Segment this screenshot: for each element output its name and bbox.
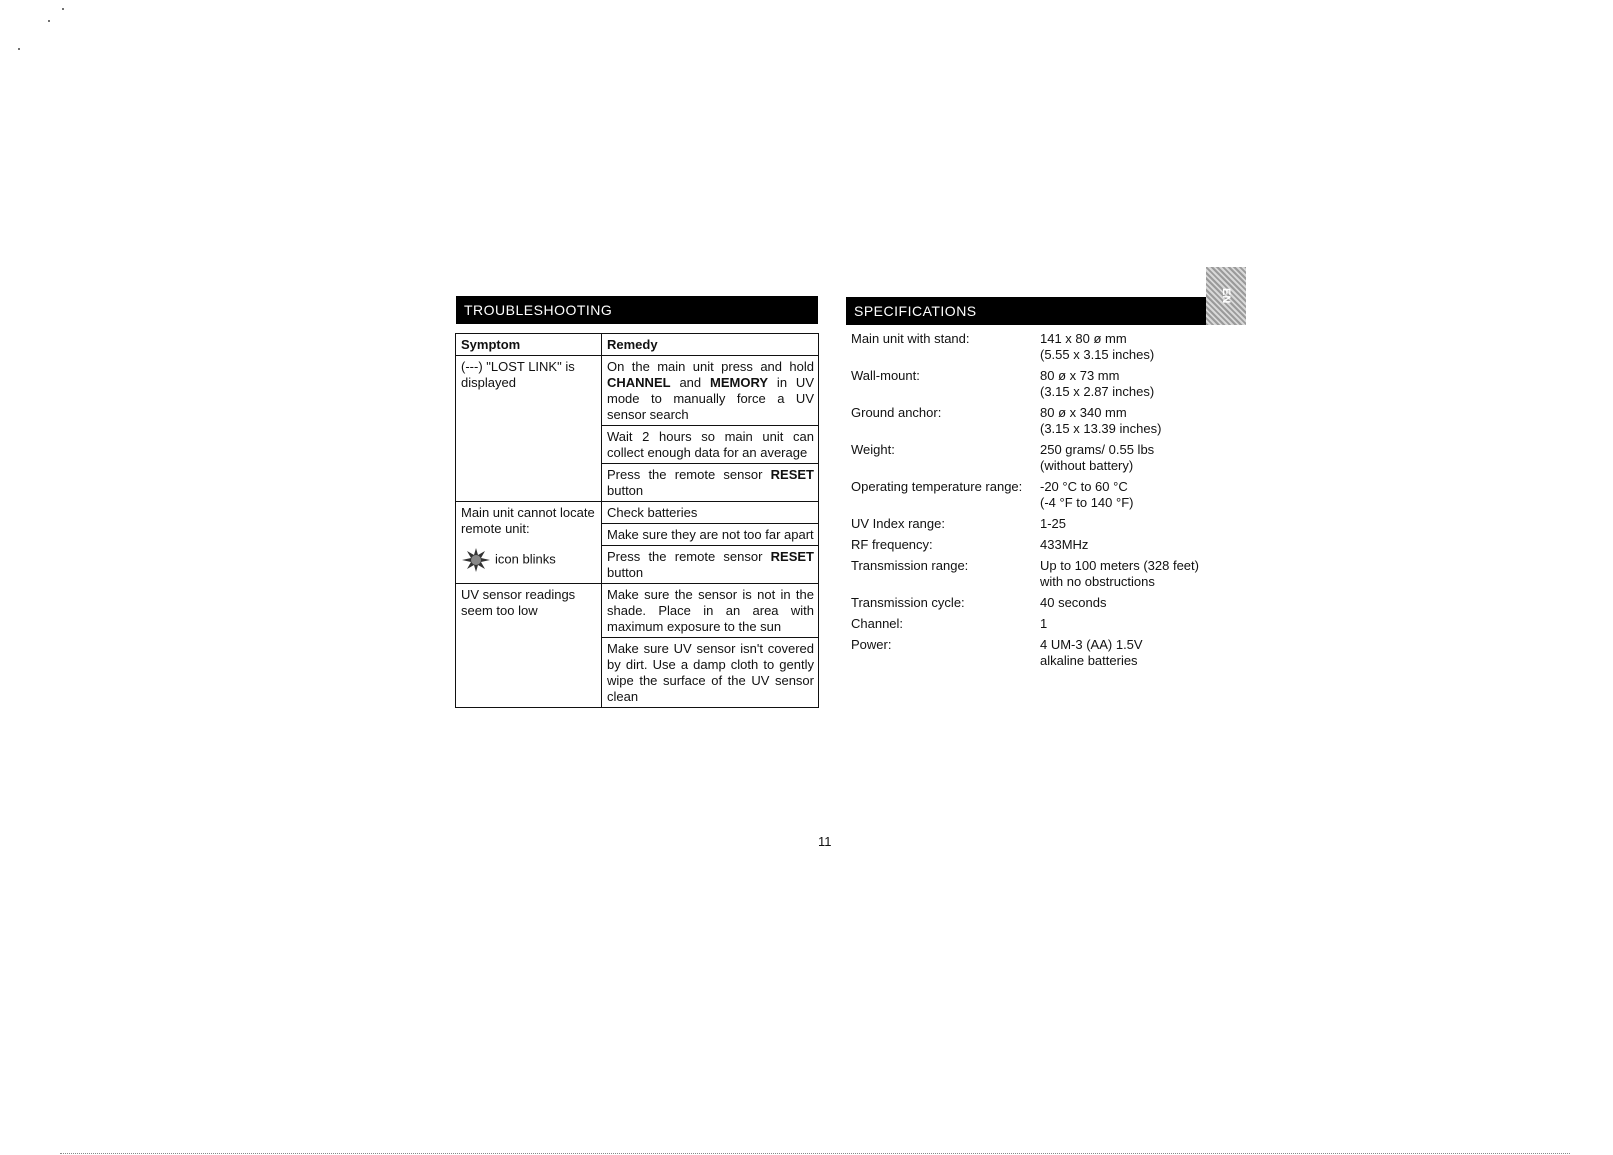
specifications-list [851,331,1251,674]
spec-row: Ground anchor: 80 ø x 340 mm (3.15 x 13.39 inches) [851,405,1162,436]
remedy-cell: Check batteries [602,502,819,524]
remedy-cell: Make sure they are not too far apart [602,524,819,546]
remedy-cell: Make sure the sensor is not in the shade. Place in an area with maximum exposure to the sun [602,584,819,638]
spec-row: Transmission cycle: 40 seconds [851,595,1107,610]
spec-row: Main unit with stand: 141 x 80 ø mm (5.55 x 3.15 inches) [851,331,1155,362]
sun-icon [461,547,491,573]
troubleshooting-heading: TROUBLESHOOTING [456,296,818,324]
symptom-column-header: Symptom [456,334,602,356]
spec-row: Power: 4 UM-3 (AA) 1.5V alkaline batteries [851,637,1143,668]
spec-row: UV Index range: 1-25 [851,516,1067,531]
page-number: 11 [818,834,832,849]
specifications-heading: SPECIFICATIONS [846,297,1246,325]
troubleshooting-table [455,333,819,708]
spec-row: Transmission range: Up to 100 meters (328 feet) with no obstructions [851,558,1199,589]
remedy-cell: Make sure UV sensor isn't covered by dirt. Use a damp cloth to gently wipe the surface of the UV sensor clean [602,638,819,708]
remedy-cell: Press the remote sensor RESET button [602,546,819,584]
spec-row: Weight: 250 grams/ 0.55 lbs (without battery) [851,442,1155,473]
spec-row: Channel: 1 [851,616,1048,631]
language-tab: EN [1206,267,1246,325]
spec-row: RF frequency: 433MHz [851,537,1089,552]
remedy-cell: On the main unit press and hold CHANNEL and MEMORY in UV mode to manually force a UV sensor search [602,356,819,426]
symptom-cell: (---) "LOST LINK" is displayed [456,356,602,502]
remedy-cell: Press the remote sensor RESET button [602,464,819,502]
spec-row: Operating temperature range: -20 °C to 60 °C (-4 °F to 140 °F) [851,479,1134,510]
symptom-cell: Main unit cannot locate remote unit: icon blinks [456,502,602,584]
scan-speck [62,8,64,10]
table-row [456,356,819,426]
remedy-cell: Wait 2 hours so main unit can collect enough data for an average [602,426,819,464]
scan-speck [18,48,20,50]
table-row [456,502,819,524]
spec-row: Wall-mount: 80 ø x 73 mm (3.15 x 2.87 inches) [851,368,1155,399]
remedy-column-header: Remedy [602,334,819,356]
scan-speck [48,20,50,22]
table-header-row [456,334,819,356]
symptom-cell: UV sensor readings seem too low [456,584,602,708]
table-row [456,584,819,638]
